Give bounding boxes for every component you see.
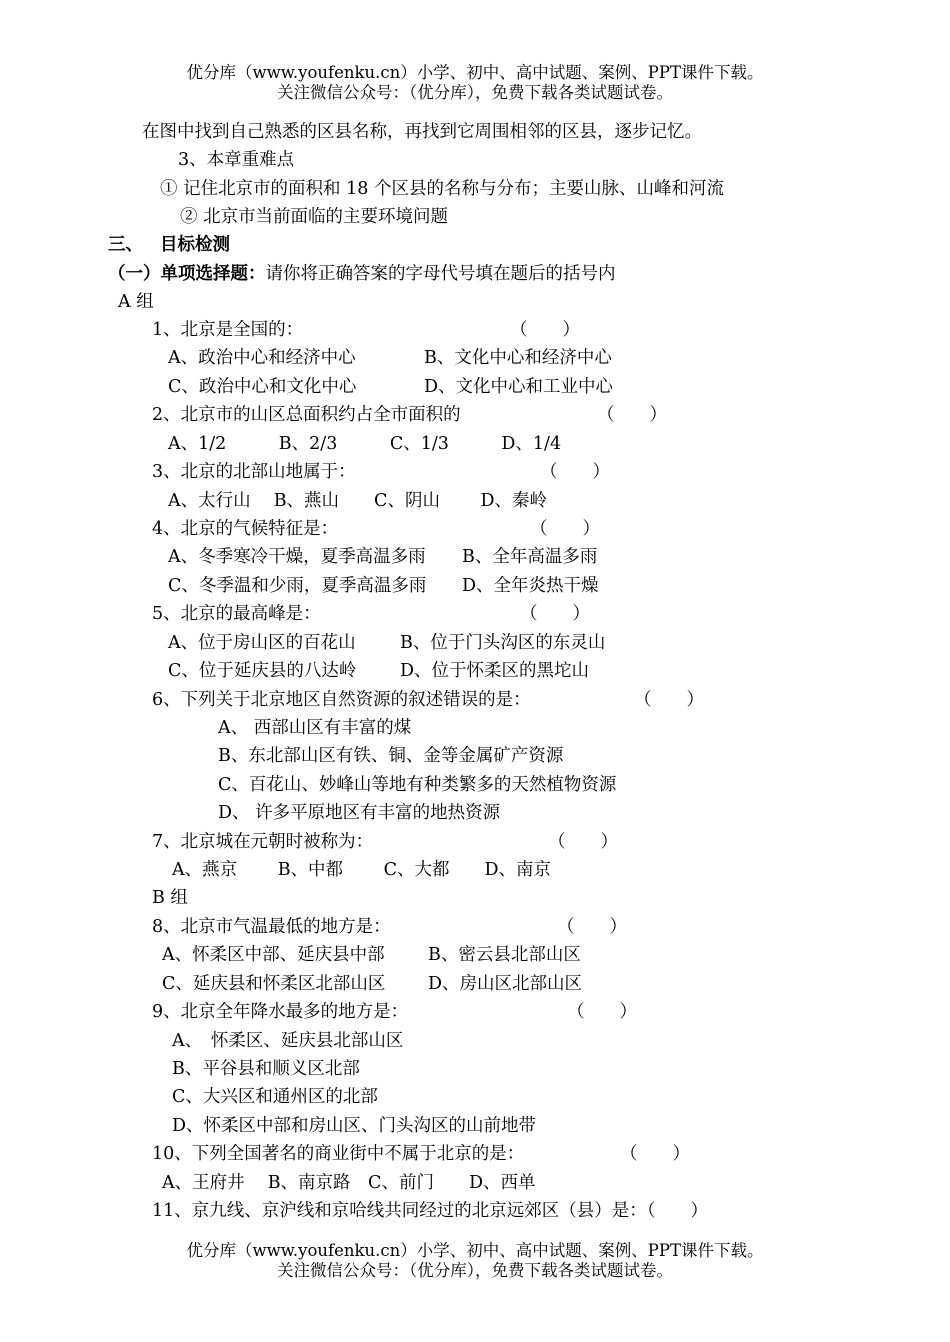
- question-3-stem: 3、北京的北部山地属于：: [152, 462, 356, 482]
- question-5-stem: 5、北京的最高峰是：: [152, 604, 321, 624]
- header-line-2: 关注微信公众号：（优分库），免费下载各类试题试卷。: [277, 83, 673, 102]
- question-4-option-c: C、冬季温和少雨，夏季高温多雨: [168, 576, 427, 596]
- question-4-stem: 4、北京的气候特征是：: [152, 519, 339, 539]
- question-4-option-d: D、全年炎热干燥: [462, 576, 599, 596]
- question-5-answer-blank[interactable]: （ ）: [520, 604, 590, 624]
- section-title: 目标检测: [160, 235, 230, 255]
- question-3-options: A、太行山 B、燕山 C、阴山 D、秦岭: [168, 491, 548, 511]
- header-line-1: 优分库（www.youfenku.cn）小学、初中、高中试题、案例、PPT课件下载。: [186, 63, 764, 82]
- question-6-option-c: C、百花山、妙峰山等地有种类繁多的天然植物资源: [218, 775, 617, 795]
- footer-line-2: 关注微信公众号：（优分库），免费下载各类试题试卷。: [277, 1261, 673, 1280]
- subsection-instruction: 请你将正确答案的字母代号填在题后的括号内: [265, 264, 616, 284]
- intro-point-2: ② 北京市当前面临的主要环境问题: [180, 207, 449, 227]
- question-8-answer-blank[interactable]: （ ）: [557, 917, 627, 937]
- question-9-option-a: A、 怀柔区、延庆县北部山区: [172, 1031, 404, 1051]
- question-4-answer-blank[interactable]: （ ）: [530, 519, 600, 539]
- question-9-option-b: B、平谷县和顺义区北部: [172, 1059, 360, 1079]
- question-8-option-d: D、房山区北部山区: [428, 974, 583, 994]
- question-4-option-b: B、全年高温多雨: [462, 547, 598, 567]
- question-1-option-a: A、政治中心和经济中心: [168, 348, 356, 368]
- question-11-stem: 11、京九线、京沪线和京哈线共同经过的北京远郊区（县）是：（ ）: [152, 1201, 709, 1221]
- subsection-label: （一）单项选择题：: [108, 264, 266, 284]
- question-6-answer-blank[interactable]: （ ）: [634, 690, 704, 710]
- question-2-stem: 2、北京市的山区总面积约占全市面积的: [152, 405, 461, 425]
- question-8-option-a: A、怀柔区中部、延庆县中部: [162, 945, 385, 965]
- question-3-answer-blank[interactable]: （ ）: [540, 462, 610, 482]
- question-10-answer-blank[interactable]: （ ）: [620, 1144, 690, 1164]
- footer-line-1: 优分库（www.youfenku.cn）小学、初中、高中试题、案例、PPT课件下载。: [186, 1241, 764, 1260]
- intro-tip: 在图中找到自己熟悉的区县名称，再找到它周围相邻的区县，逐步记忆。: [142, 122, 702, 142]
- question-1-stem: 1、北京是全国的：: [152, 320, 304, 340]
- question-5-option-c: C、位于延庆县的八达岭: [168, 661, 357, 681]
- question-10-stem: 10、下列全国著名的商业街中不属于北京的是：: [152, 1144, 525, 1164]
- question-8-option-b: B、密云县北部山区: [428, 945, 581, 965]
- question-1-answer-blank[interactable]: （ ）: [510, 320, 580, 340]
- question-7-options: A、燕京 B、中都 C、大都 D、南京: [172, 860, 552, 880]
- question-2-options: A、1/2 B、2/3 C、1/3 D、1/4: [168, 434, 562, 454]
- question-9-stem: 9、北京全年降水最多的地方是：: [152, 1002, 409, 1022]
- question-9-answer-blank[interactable]: （ ）: [567, 1002, 637, 1022]
- question-1-option-b: B、文化中心和经济中心: [424, 348, 612, 368]
- section-number: 三、: [108, 235, 143, 255]
- question-9-option-d: D、怀柔区中部和房山区、门头沟区的山前地带: [172, 1116, 537, 1136]
- question-6-option-a: A、 西部山区有丰富的煤: [218, 718, 412, 738]
- question-9-option-c: C、大兴区和通州区的北部: [172, 1087, 378, 1107]
- group-a-label: A 组: [118, 292, 154, 312]
- question-4-option-a: A、冬季寒冷干燥，夏季高温多雨: [168, 547, 426, 567]
- question-1-option-c: C、政治中心和文化中心: [168, 377, 357, 397]
- question-2-answer-blank[interactable]: （ ）: [597, 405, 667, 425]
- question-8-stem: 8、北京市气温最低的地方是：: [152, 917, 391, 937]
- question-5-option-d: D、位于怀柔区的黑坨山: [400, 661, 590, 681]
- question-7-answer-blank[interactable]: （ ）: [548, 832, 618, 852]
- question-6-option-b: B、东北部山区有铁、铜、金等金属矿产资源: [218, 746, 564, 766]
- question-5-option-b: B、位于门头沟区的东灵山: [400, 633, 606, 653]
- question-5-option-a: A、位于房山区的百花山: [168, 633, 356, 653]
- intro-point-1: ① 记住北京市的面积和 18 个区县的名称与分布；主要山脉、山峰和河流: [160, 179, 724, 199]
- question-8-option-c: C、延庆县和怀柔区北部山区: [162, 974, 386, 994]
- question-7-stem: 7、北京城在元朝时被称为：: [152, 832, 374, 852]
- question-6-option-d: D、 许多平原地区有丰富的地热资源: [218, 803, 501, 823]
- question-6-stem: 6、下列关于北京地区自然资源的叙述错误的是：: [152, 690, 531, 710]
- question-10-options: A、王府井 B、南京路 C、前门 D、西单: [162, 1173, 536, 1193]
- intro-heading: 3、本章重难点: [178, 150, 295, 170]
- subsection-heading: [108, 262, 616, 286]
- question-1-option-d: D、文化中心和工业中心: [424, 377, 614, 397]
- group-b-label: B 组: [152, 888, 188, 908]
